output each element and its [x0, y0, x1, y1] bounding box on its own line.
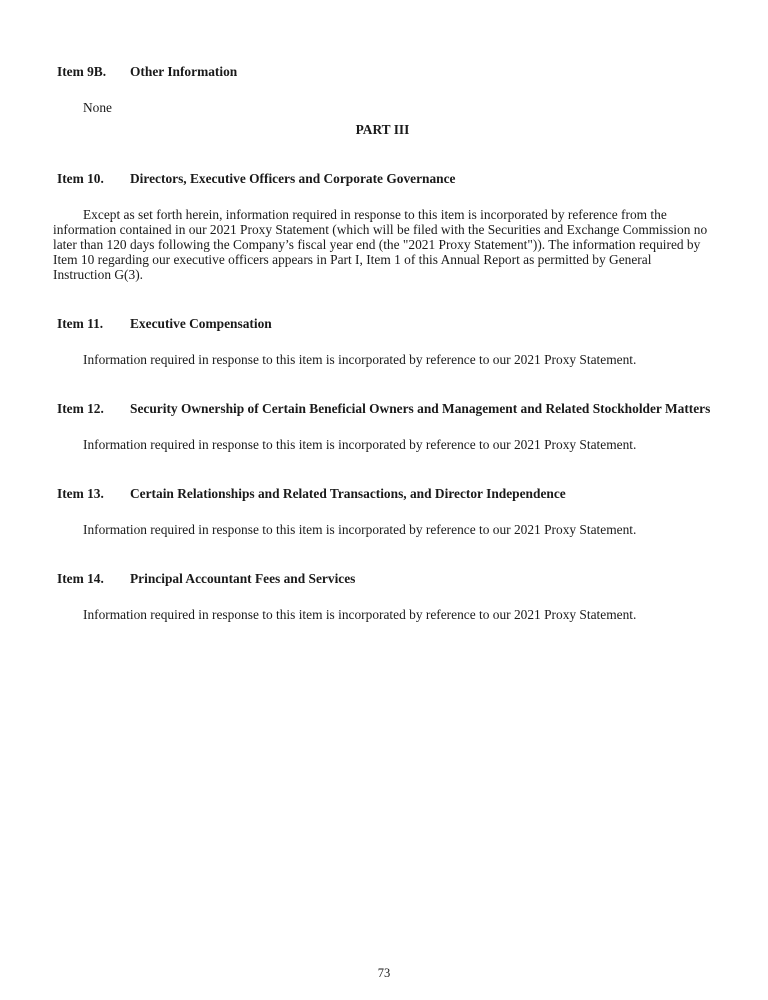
item-9b-number: Item 9B.: [57, 64, 107, 79]
item-14-number: Item 14.: [57, 571, 104, 586]
item-12-number: Item 12.: [57, 401, 104, 416]
item-11-heading: [53, 316, 712, 331]
item-11-title: Executive Compensation: [130, 316, 272, 331]
item-12-paragraph: Information required in response to this item is incorporated by reference to our 2021 Proxy Statement.: [83, 437, 637, 452]
item-13-heading: [53, 486, 712, 501]
item-9b-paragraph: None: [83, 100, 113, 115]
item-13-number: Item 13.: [57, 486, 104, 501]
item-10-heading: [53, 171, 712, 186]
part-iii-heading: PART III: [355, 122, 410, 137]
item-11-number: Item 11.: [57, 316, 104, 331]
item-12-title: Security Ownership of Certain Beneficial Owners and Management and Related Stockholder Matters: [130, 401, 711, 416]
item-10-title: Directors, Executive Officers and Corporate Governance: [130, 171, 456, 186]
item-14-title: Principal Accountant Fees and Services: [130, 571, 356, 586]
item-14-paragraph: Information required in response to this item is incorporated by reference to our 2021 Proxy Statement.: [83, 607, 637, 622]
item-12-heading: [53, 401, 712, 416]
item-11-paragraph: Information required in response to this item is incorporated by reference to our 2021 Proxy Statement.: [83, 352, 637, 367]
item-9b-title: Other Information: [130, 64, 238, 79]
item-10-number: Item 10.: [57, 171, 104, 186]
item-14-heading: [53, 571, 712, 586]
item-13-paragraph: Information required in response to this item is incorporated by reference to our 2021 Proxy Statement.: [83, 522, 637, 537]
item-10-paragraph: Except as set forth herein, information required in response to this item is incorporated by reference from the information contained in our 2021 Proxy Statement (which will be filed with the Securities and Exchange Commission no later than 120 days following the Company’s fiscal year end (the "2021 Proxy Statement")). The information required by Item 10 regarding our executive officers appears in Part I, Item 1 of this Annual Report as permitted by General Instruction G(3).: [53, 207, 708, 282]
page-number: 73: [377, 966, 391, 980]
item-13-title: Certain Relationships and Related Transactions, and Director Independence: [130, 486, 566, 501]
item-9b-heading: [53, 64, 712, 79]
